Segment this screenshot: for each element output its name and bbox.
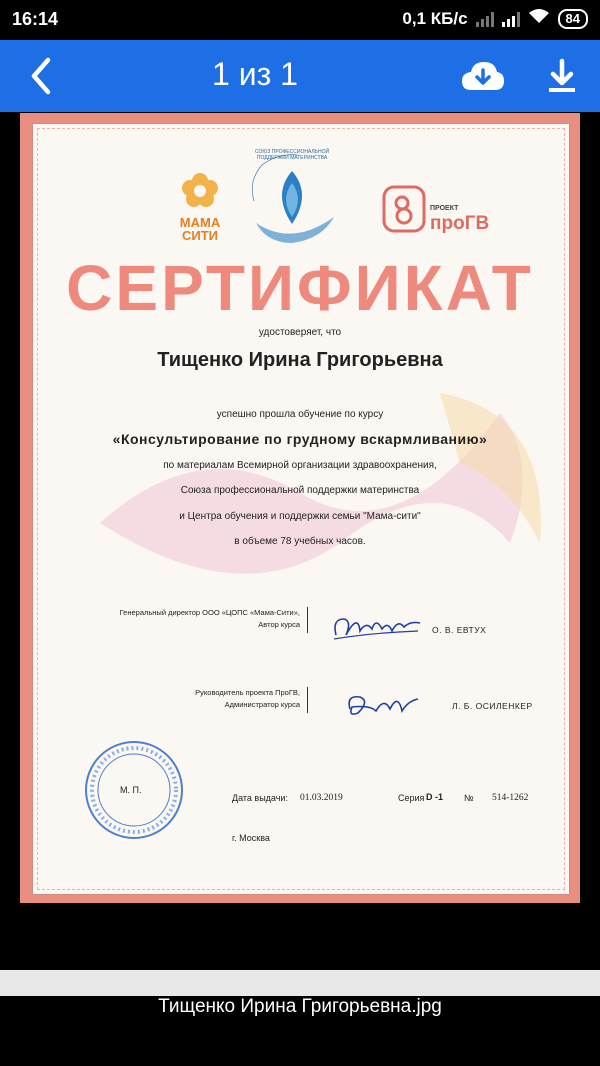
divider-2 bbox=[307, 687, 308, 713]
app-bar bbox=[0, 40, 600, 112]
signature-2 bbox=[340, 687, 420, 721]
logo-text-1: МАМА bbox=[179, 215, 221, 230]
status-bar bbox=[0, 0, 600, 40]
cloud-download-icon[interactable] bbox=[460, 58, 506, 94]
union-logo-text: СОЮЗ ПРОФЕССИОНАЛЬНОЙ ПОДДЕРЖКИ МАТЕРИНСТВА bbox=[254, 149, 330, 161]
mama-city-logo bbox=[170, 171, 230, 241]
signer2-role-line2: Администратор курса bbox=[224, 700, 300, 709]
course-line-3: и Центра обучения и поддержки семьи "Мама-сити" bbox=[179, 511, 421, 522]
divider bbox=[307, 607, 308, 633]
city: г. Москва bbox=[232, 833, 270, 843]
stamp-place: М. П. bbox=[120, 785, 142, 795]
page-counter: 1 из 1 bbox=[212, 56, 298, 92]
download-icon[interactable] bbox=[544, 58, 580, 96]
status-time: 16:14 bbox=[12, 9, 59, 29]
battery-indicator: 84 bbox=[558, 9, 588, 29]
course-line-1: по материалам Всемирной организации здравоохранения, bbox=[163, 460, 437, 471]
completed-text: успешно прошла обучение по курсу bbox=[216, 409, 384, 420]
certificate-image[interactable] bbox=[20, 113, 580, 903]
signer1-role bbox=[100, 607, 300, 631]
signer2-name: Л. Б. ОСИЛЕНКЕР bbox=[452, 701, 533, 711]
signer2-role bbox=[100, 687, 300, 711]
progv-small: ПРОЕКТ bbox=[430, 205, 459, 212]
bottom-bar bbox=[0, 970, 600, 996]
flower-icon bbox=[170, 171, 230, 211]
number-label: № bbox=[464, 793, 474, 803]
course-line-4: в объеме 78 учебных часов. bbox=[234, 536, 366, 547]
union-logo bbox=[242, 149, 342, 251]
logo-text-2: СИТИ bbox=[181, 228, 219, 243]
progv-icon bbox=[382, 185, 426, 233]
recipient-name: Тищенко Ирина Григорьевна bbox=[157, 349, 443, 371]
issue-date: 01.03.2019 bbox=[300, 793, 343, 803]
signer1-role-line2: Автор курса bbox=[258, 620, 300, 629]
signer2-role-line1: Руководитель проекта ПроГВ, bbox=[195, 688, 300, 697]
network-speed: 0,1 КБ/с bbox=[402, 8, 468, 28]
series-label: Серия bbox=[398, 793, 425, 803]
certifies-text: удостоверяет, что bbox=[258, 327, 342, 338]
course-line-2: Союза профессиональной поддержки материнства bbox=[180, 485, 420, 496]
signer1-role-line1: Генеральный директор ООО «ЦОПС «Мама-Сити», bbox=[119, 608, 300, 617]
signature-1 bbox=[330, 609, 425, 643]
status-right bbox=[402, 8, 588, 29]
signal-icon bbox=[476, 11, 494, 27]
course-title: «Консультирование по грудному вскармливанию» bbox=[112, 431, 488, 447]
issue-label: Дата выдачи: bbox=[232, 793, 288, 803]
series-value: D -1 bbox=[426, 792, 444, 802]
number-value: 514-1262 bbox=[492, 793, 529, 803]
wifi-icon bbox=[528, 8, 550, 29]
signer1-name: О. В. ЕВТУХ bbox=[432, 625, 487, 635]
certificate-heading: СЕРТИФИКАТ bbox=[66, 252, 534, 324]
progv-logo bbox=[382, 185, 502, 241]
progv-big: проГВ bbox=[430, 213, 490, 234]
signal-icon-2 bbox=[502, 11, 520, 27]
file-name: Тищенко Ирина Григорьевна.jpg bbox=[158, 996, 442, 1017]
